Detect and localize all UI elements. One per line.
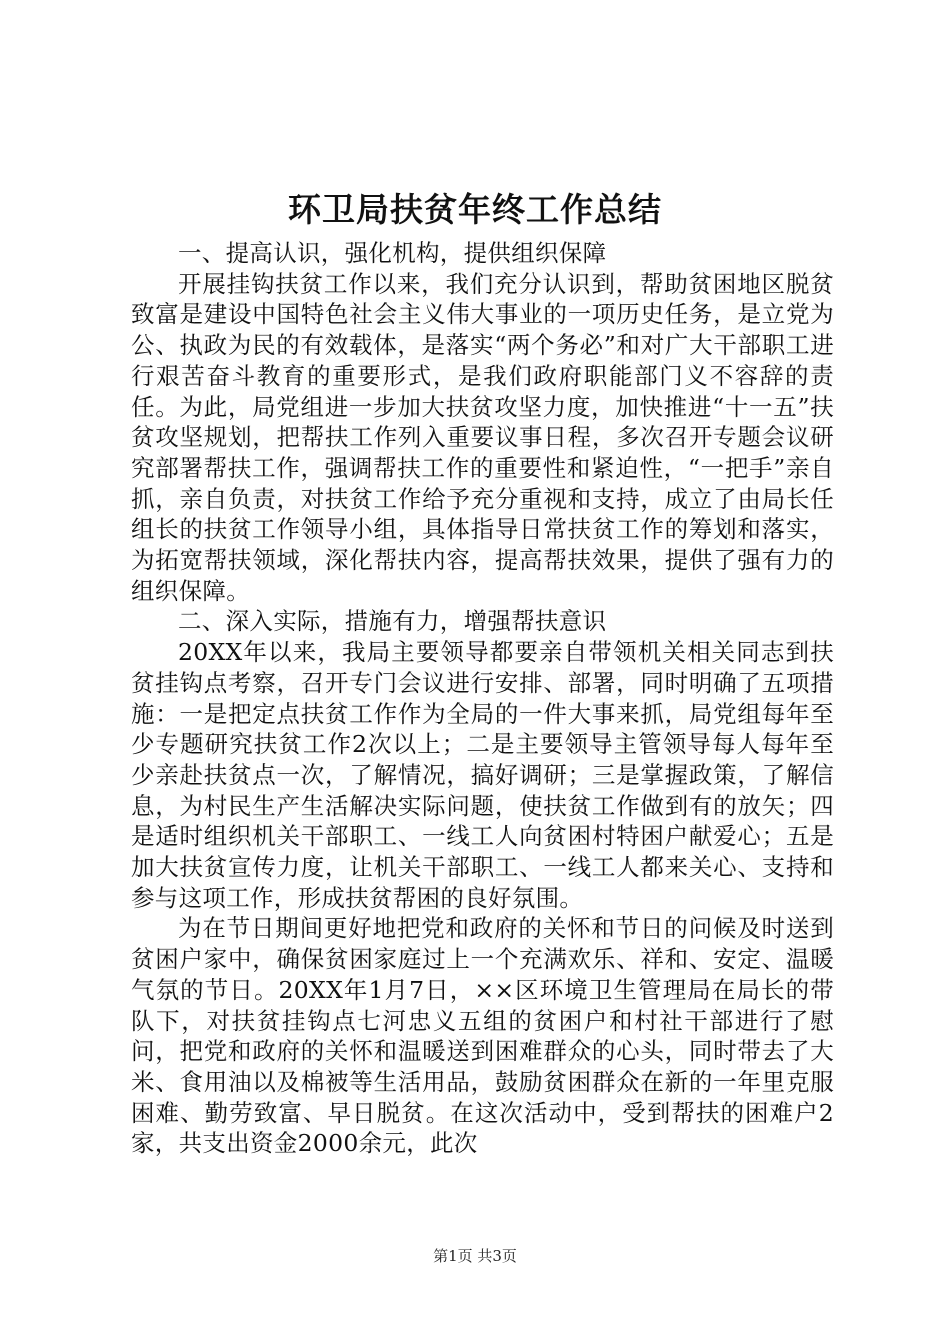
body-paragraph-1: 开展挂钩扶贫工作以来，我们充分认识到，帮助贫困地区脱贫致富是建设中国特色社会主义伟大事业的一项历史任务，是立党为公、执政为民的有效载体，是落实“两个务必”和对广大干部职工进行艰苦奋斗教育的重要形式，是我们政府职能部门义不容辞的责任。为此，局党组进一步加大扶贫攻坚力度，加快推进“十一五”扶贫攻坚规划，把帮扶工作列入重要议事日程，多次召开专题会议研究部署帮扶工作，强调帮扶工作的重要性和紧迫性，“一把手”亲自抓，亲自负责，对扶贫工作给予充分重视和支持，成立了由局长任组长的扶贫工作领导小组，具体指导日常扶贫工作的筹划和落实，为拓宽帮扶领域，深化帮扶内容，提高帮扶效果，提供了强有力的组织保障。 xyxy=(131,269,834,605)
body-paragraph-3: 为在节日期间更好地把党和政府的关怀和节日的问候及时送到贫困户家中，确保贫困家庭过上一个充满欢乐、祥和、安定、温暖气氛的节日。20XX年1月7日，××区环境卫生管理局在局长的带队下，对扶贫挂钩点七河忠义五组的贫困户和村社干部进行了慰问，把党和政府的关怀和温暖送到困难群众的心头，同时带去了大米、食用油以及棉被等生活用品，鼓励贫困群众在新的一年里克服困难、勤劳致富、早日脱贫。在这次活动中，受到帮扶的困难户2家，共支出资金2000余元，此次 xyxy=(131,914,834,1158)
section-heading-2: 二、深入实际，措施有力，增强帮扶意识 xyxy=(178,607,607,636)
page-footer: 第1页 共3页 xyxy=(433,1247,517,1265)
body-paragraph-2: 20XX年以来，我局主要领导都要亲自带领机关相关同志到扶贫挂钩点考察，召开专门会议进行安排、部署，同时明确了五项措施：一是把定点扶贫工作作为全局的一件大事来抓，局党组每年至少专题研究扶贫工作2次以上；二是主要领导主管领导每人每年至少亲赴扶贫点一次，了解情况，搞好调研；三是掌握政策，了解信息，为村民生产生活解决实际问题，使扶贫工作做到有的放矢；四是适时组织机关干部职工、一线工人向贫困村特困户献爱心；五是加大扶贫宣传力度，让机关干部职工、一线工人都来关心、支持和参与这项工作，形成扶贫帮困的良好氛围。 xyxy=(131,638,834,912)
section-heading-1: 一、提高认识，强化机构，提供组织保障 xyxy=(178,239,607,267)
document-body xyxy=(131,238,834,1159)
document-title: 环卫局扶贫年终工作总结 xyxy=(288,190,662,229)
